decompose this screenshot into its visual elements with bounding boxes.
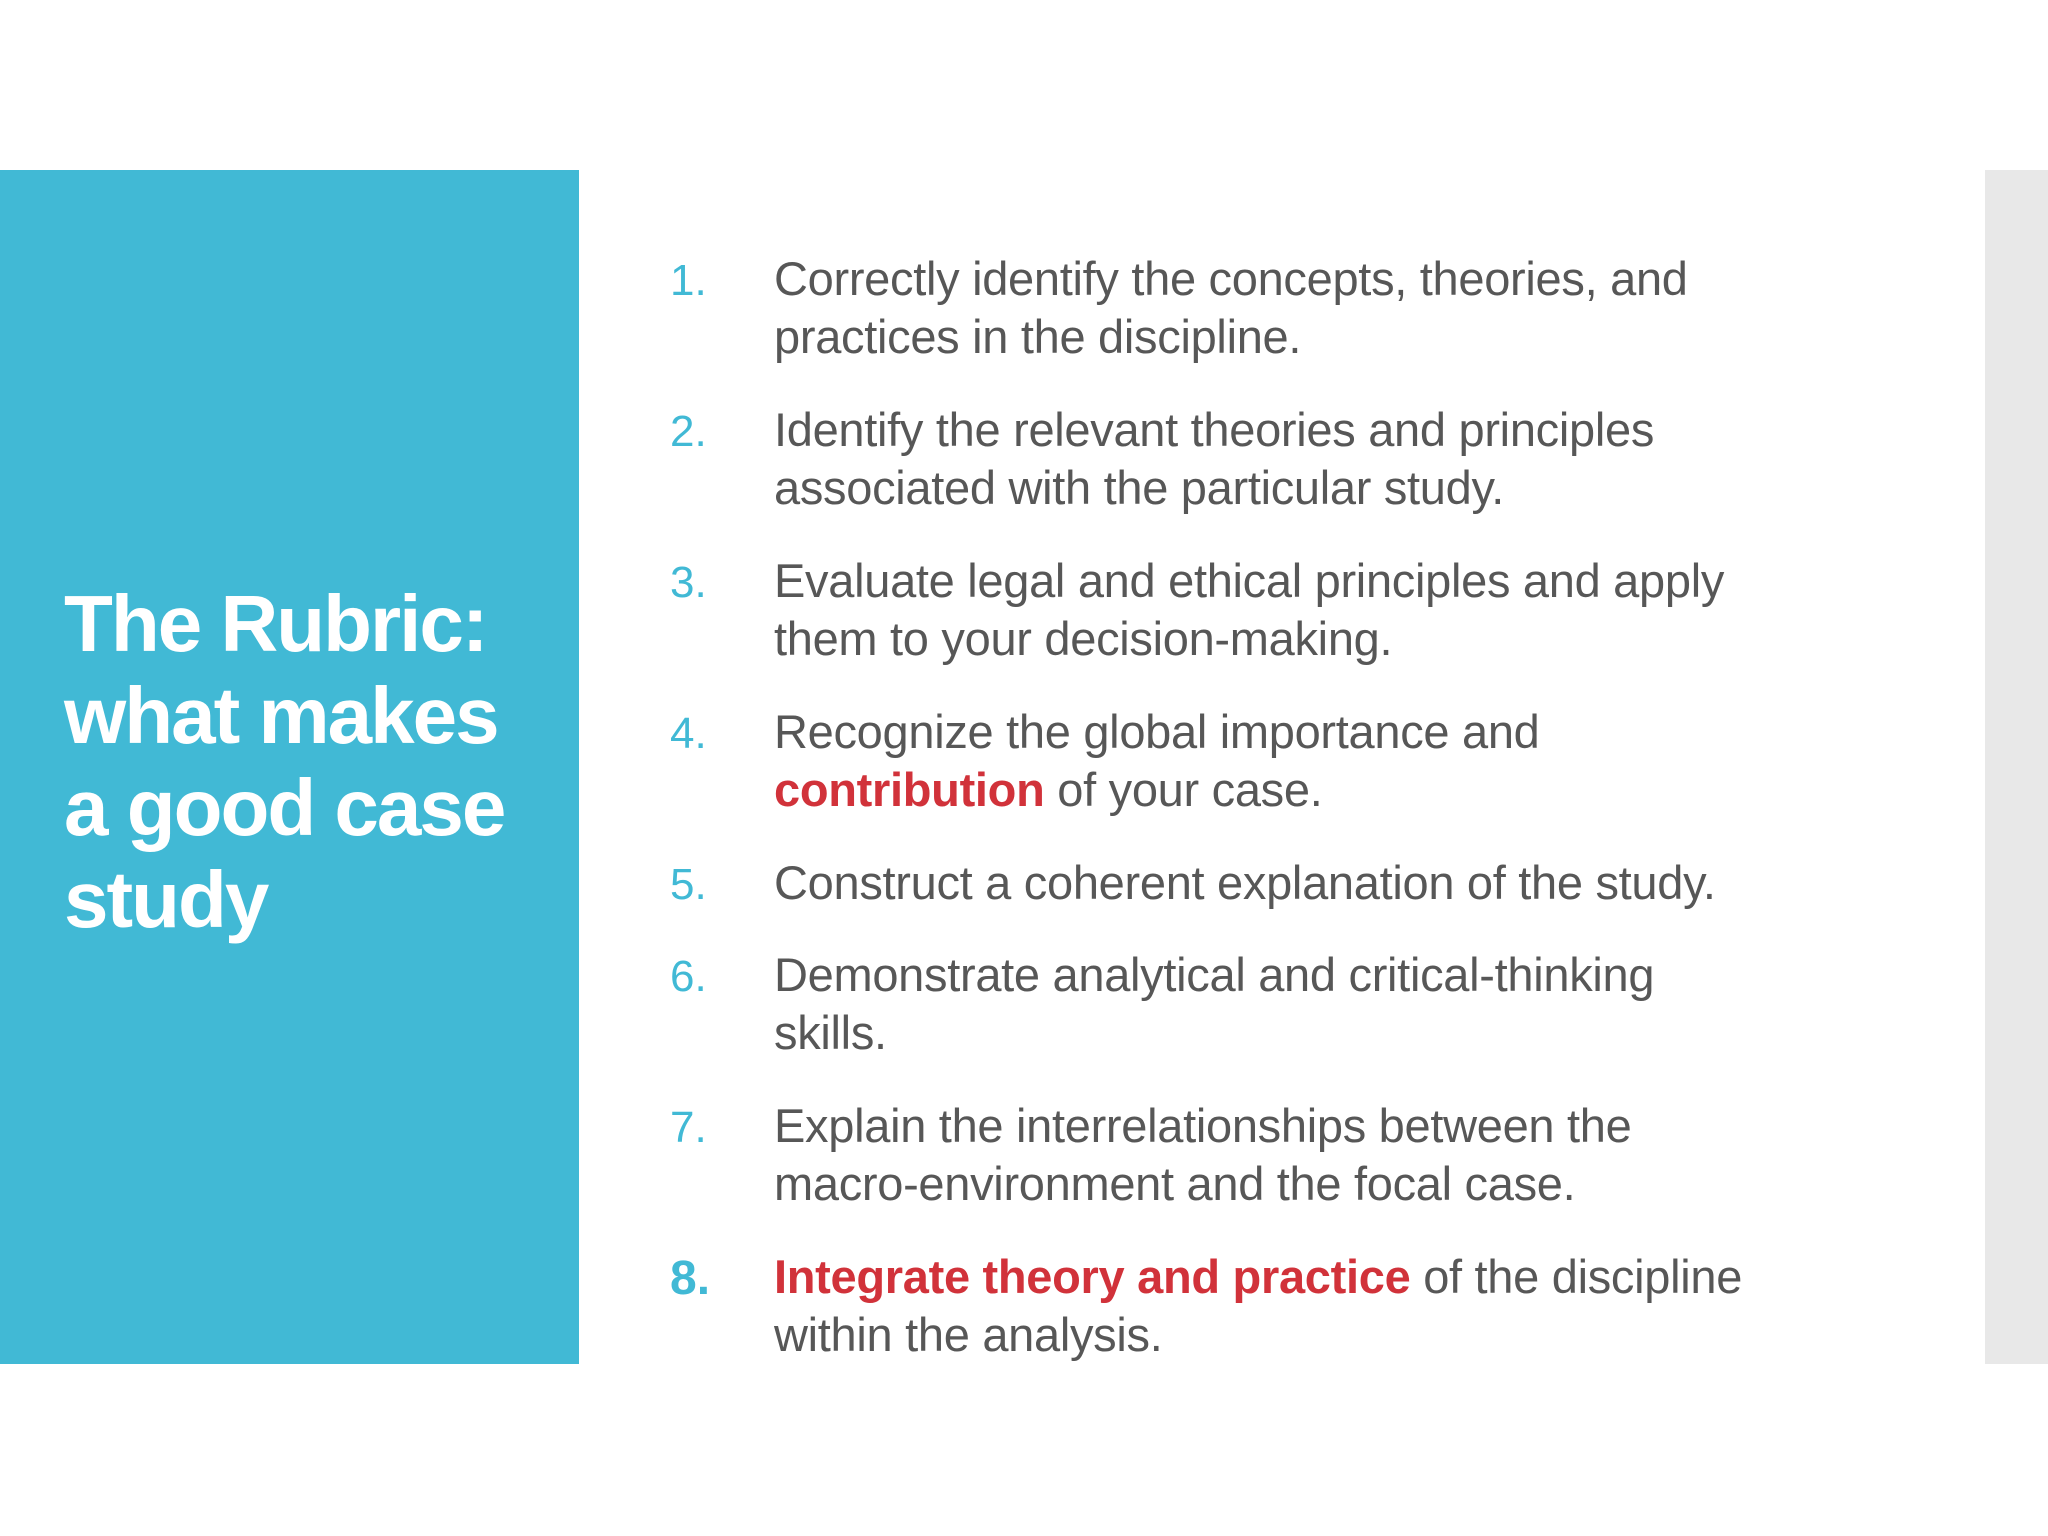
- item-text: [774, 401, 1894, 517]
- slide-title-line-3: a good case: [64, 763, 505, 852]
- item-text: [774, 1097, 1894, 1213]
- item-text: [774, 854, 1894, 912]
- item-text-line: macro-environment and the focal case.: [774, 1157, 1576, 1210]
- item-text-line: Construct a coherent explanation of the study.: [774, 856, 1716, 909]
- side-strip: [1985, 170, 2048, 1364]
- highlight-contribution: contribution: [774, 763, 1045, 816]
- item-number: 2.: [670, 407, 707, 456]
- item-text: [774, 703, 1894, 819]
- slide-title: [64, 578, 564, 946]
- item-number: 1.: [670, 256, 707, 305]
- item-text: [774, 1248, 1894, 1364]
- item-number: 6.: [670, 952, 707, 1001]
- slide-title-line-2: what makes: [64, 671, 498, 760]
- highlight-integrate-theory: Integrate theory and practice: [774, 1250, 1411, 1303]
- rubric-list: [670, 0, 1900, 1536]
- item-text: [774, 552, 1894, 668]
- item-text-line: Recognize the global importance and: [774, 705, 1540, 758]
- item-text-line: Explain the interrelationships between the: [774, 1099, 1632, 1152]
- item-text-line: skills.: [774, 1006, 887, 1059]
- slide-title-line-4: study: [64, 855, 268, 944]
- item-number: 8.: [670, 1252, 711, 1305]
- item-text-rest: of your case.: [1044, 763, 1323, 816]
- item-number: 5.: [670, 860, 707, 909]
- item-text-line: Demonstrate analytical and critical-thinking: [774, 948, 1655, 1001]
- item-number: 4.: [670, 709, 707, 758]
- item-text: [774, 250, 1894, 366]
- item-text-line: [774, 761, 1894, 819]
- item-text-line: Identify the relevant theories and principles: [774, 403, 1655, 456]
- slide-title-line-1: The Rubric:: [64, 579, 487, 668]
- item-text-line: Correctly identify the concepts, theories, and: [774, 252, 1688, 305]
- item-text-rest: of the discipline: [1410, 1250, 1743, 1303]
- item-text-line: within the analysis.: [774, 1308, 1163, 1361]
- item-text: [774, 946, 1894, 1062]
- item-text-line: [774, 1248, 1894, 1306]
- item-text-line: associated with the particular study.: [774, 461, 1504, 514]
- item-text-line: practices in the discipline.: [774, 310, 1302, 363]
- item-text-line: Evaluate legal and ethical principles and apply: [774, 554, 1725, 607]
- item-number: 3.: [670, 558, 707, 607]
- item-number: 7.: [670, 1103, 707, 1152]
- item-text-line: them to your decision-making.: [774, 612, 1393, 665]
